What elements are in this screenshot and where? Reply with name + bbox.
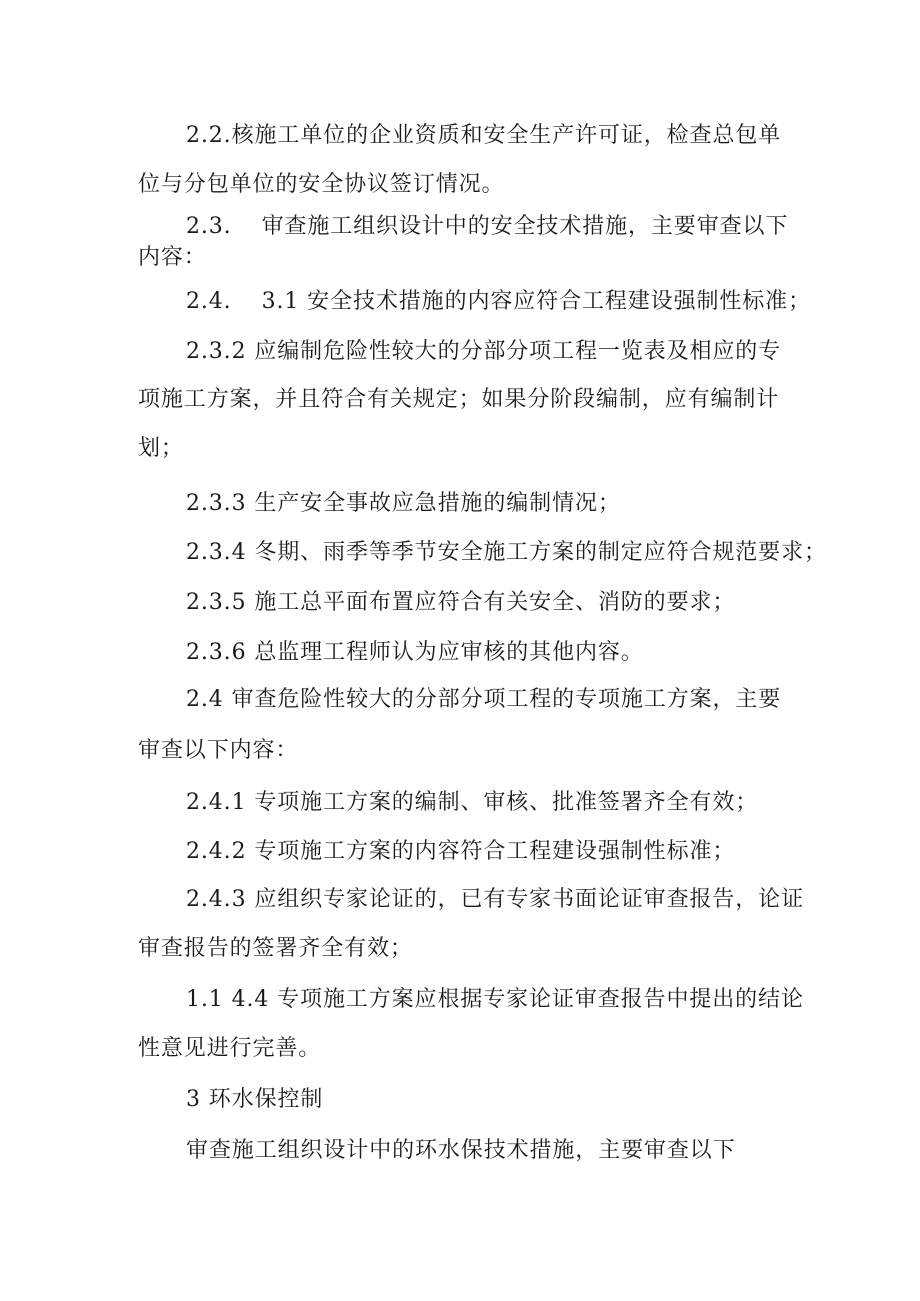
text-span: 划；: [138, 436, 184, 461]
text-span: 审查以下内容：: [138, 738, 299, 763]
text-line: [186, 985, 804, 1015]
text-line: [186, 489, 621, 519]
text-line: [186, 538, 827, 568]
text-line: [138, 736, 298, 766]
text-line: [138, 1034, 321, 1064]
section-number: 2.4.: [186, 289, 232, 314]
text-line: [186, 885, 804, 915]
text-span: 2.4.1 专项施工方案的编制、审核、批准签署齐全有效；: [186, 790, 759, 815]
text-line: [186, 638, 644, 668]
text-line: [186, 121, 781, 151]
text-span: 2.4.3 应组织专家论证的，已有专家书面论证审查报告，论证: [186, 887, 804, 912]
text-span: 2.4.2 专项施工方案的内容符合工程建设强制性标准；: [186, 839, 736, 864]
section-heading: [186, 1085, 323, 1115]
text-line: [138, 385, 779, 415]
text-span: 审查施工组织设计中的环水保技术措施，主要审查以下: [186, 1138, 736, 1163]
text-span: 位与分包单位的安全协议签订情况。: [138, 172, 505, 197]
text-line: [138, 434, 184, 464]
text-span: 性意见进行完善。: [138, 1036, 322, 1061]
text-line: [186, 337, 781, 367]
text-span: 审查报告的签署齐全有效；: [138, 936, 413, 961]
text-span: 内容：: [138, 245, 207, 270]
text-span: 2.3.5 施工总平面布置应符合有关安全、消防的要求；: [186, 590, 736, 615]
text-line: [186, 685, 781, 715]
text-line: [186, 287, 811, 317]
section-number: 2.3.: [186, 214, 232, 239]
text-line: [186, 212, 788, 242]
text-span: 审查施工组织设计中的安全技术措施，主要审查以下: [261, 214, 789, 239]
text-span: 2.3.4 冬期、雨季等季节安全施工方案的制定应符合规范要求；: [186, 540, 827, 565]
text-span: 3 环水保控制: [186, 1087, 324, 1112]
text-line: [138, 934, 413, 964]
text-span: 2.4 审查危险性较大的分部分项工程的专项施工方案，主要: [186, 687, 782, 712]
text-span: 2.3.2 应编制危险性较大的分部分项工程一览表及相应的专: [186, 339, 782, 364]
text-span: 3.1 安全技术措施的内容应符合工程建设强制性标准；: [261, 289, 811, 314]
text-span: 项施工方案，并且符合有关规定；如果分阶段编制，应有编制计: [138, 387, 780, 412]
text-line: [186, 588, 735, 618]
text-line: [138, 170, 504, 200]
text-line: [186, 1136, 736, 1166]
text-line: [138, 243, 207, 273]
text-span: 2.3.6 总监理工程师认为应审核的其他内容。: [186, 640, 644, 665]
text-span: 1.1 4.4 专项施工方案应根据专家论证审查报告中提出的结论: [186, 987, 804, 1012]
text-span: 2.2.核施工单位的企业资质和安全生产许可证，检查总包单: [186, 123, 782, 148]
text-line: [186, 837, 735, 867]
text-span: 2.3.3 生产安全事故应急措施的编制情况；: [186, 491, 621, 516]
text-line: [186, 788, 758, 818]
